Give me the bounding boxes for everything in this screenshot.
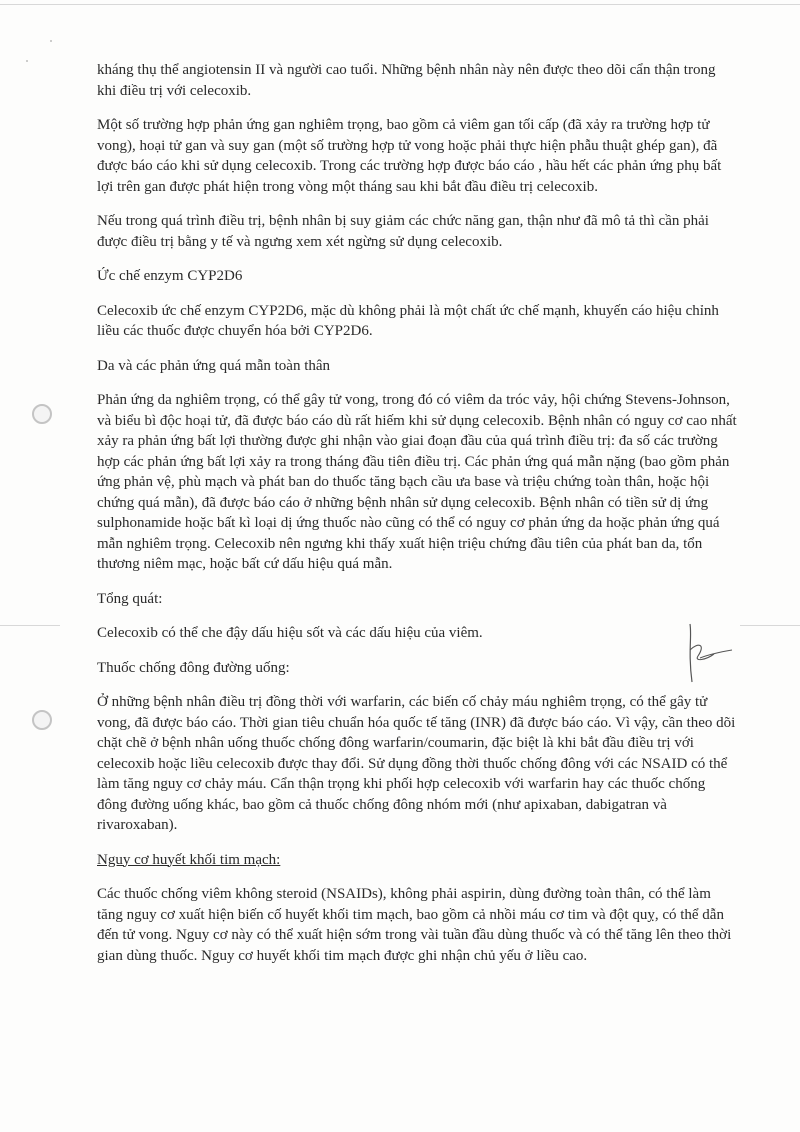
paragraph: Celecoxib ức chế enzym CYP2D6, mặc dù không phải là một chất ức chế mạnh, khuyến cáo hiệu chỉnh liều các thuốc được chuyển hóa bởi CYP2D6. (97, 302, 719, 339)
paragraph: kháng thụ thể angiotensin II và người cao tuổi. Những bệnh nhân này nên được theo dõi cẩn thận trong khi điều trị với celecoxib. (97, 62, 716, 99)
section-heading: Da và các phản ứng quá mẫn toàn thân (97, 357, 331, 374)
scan-fold-line (740, 625, 800, 626)
scan-edge-line (0, 4, 800, 5)
paragraph: Một số trường hợp phản ứng gan nghiêm trọng, bao gồm cả viêm gan tối cấp (đã xảy ra trường hợp tử vong), hoại tử gan và suy gan (một số trường hợp tử vong hoặc phải thực hiện phẫu thuật ghép gan), đã được báo cáo khi sử dụng celecoxib. Trong các trường hợp được báo cáo , hầu hết các phản ứng phụ bất lợi trên gan được phát hiện trong vòng một tháng sau khi bắt đầu điều trị celecoxib. (97, 117, 722, 195)
scan-fold-line (0, 625, 60, 626)
section-heading: Ức chế enzym CYP2D6 (97, 268, 243, 284)
paragraph: Celecoxib có thể che đậy dấu hiệu sốt và các dấu hiệu của viêm. (97, 625, 483, 641)
paragraph: Ở những bệnh nhân điều trị đồng thời với warfarin, các biến cố chảy máu nghiêm trọng, có thể gây tử vong, đã được báo cáo. Thời gian tiêu chuẩn hóa quốc tế tăng (INR) đã được báo cáo. Vì vậy, cần theo dõi chặt chẽ ở bệnh nhân uống thuốc chống đông warfarin/coumarin, đặc biệt là khi bắt đầu điều trị với celecoxib hoặc liều celecoxib được thay đổi. Sử dụng đồng thời thuốc chống đông với các NSAID có thể làm tăng nguy cơ chảy máu. Cẩn thận trọng khi phối hợp celecoxib với warfarin hay các thuốc chống đông đường uống khác, bao gồm cả thuốc chống đông nhóm mới (như apixaban, dabigatran và rivaroxaban). (97, 694, 736, 833)
paragraph: Phản ứng da nghiêm trọng, có thể gây tử vong, trong đó có viêm da tróc vảy, hội chứng Stevens-Johnson, và biểu bì độc hoại tử, đã được báo cáo dù rất hiếm khi sử dụng celecoxib. Bệnh nhân có nguy cơ cao nhất xảy ra phản ứng bất lợi thường được ghi nhận vào giai đoạn đầu của quá trình điều trị: đa số các trường hợp các phản ứng bất lợi xảy ra trong tháng đầu tiên điều trị. Các phản ứng quá mẫn nặng (bao gồm phản ứng phản vệ, phù mạch và phát ban do thuốc tăng bạch cầu ưa base và triệu chứng toàn thân, hoặc hội chứng quá mẫn), đã được báo cáo ở những bệnh nhân sử dụng celecoxib. Bệnh nhân có tiền sử dị ứng sulphonamide hoặc bất kì loại dị ứng thuốc nào cũng có thể có nguy cơ phản ứng da hoặc phản ứng quá mẫn nghiêm trọng. Celecoxib nên ngưng khi thấy xuất hiện triệu chứng đầu tiên của phát ban da, tổn thương niêm mạc, hoặc bất cứ dấu hiệu quá mẫn. (97, 392, 737, 572)
punch-hole (32, 710, 52, 730)
punch-hole (32, 404, 52, 424)
handwritten-initials-signature (676, 622, 736, 686)
document-body (97, 60, 737, 980)
section-heading: Tổng quát: (97, 590, 163, 607)
section-heading: Thuốc chống đông đường uống: (97, 659, 290, 676)
scan-speck (26, 60, 28, 62)
paragraph: Nếu trong quá trình điều trị, bệnh nhân bị suy giảm các chức năng gan, thận như đã mô tả thì cần phải được điều trị bằng y tế và ngưng xem xét ngừng sử dụng celecoxib. (97, 213, 709, 250)
paragraph: Các thuốc chống viêm không steroid (NSAIDs), không phải aspirin, dùng đường toàn thân, có thể làm tăng nguy cơ xuất hiện biến cố huyết khối tim mạch, bao gồm cả nhồi máu cơ tim và đột quỵ, có thể dẫn đến tử vong. Nguy cơ này có thể xuất hiện sớm trong vài tuần đầu dùng thuốc và có thể tăng lên theo thời gian dùng thuốc. Nguy cơ huyết khối tim mạch được ghi nhận chủ yếu ở liều cao. (97, 886, 732, 964)
scan-speck (50, 40, 52, 42)
section-heading-underlined: Nguy cơ huyết khối tim mạch: (97, 851, 281, 868)
